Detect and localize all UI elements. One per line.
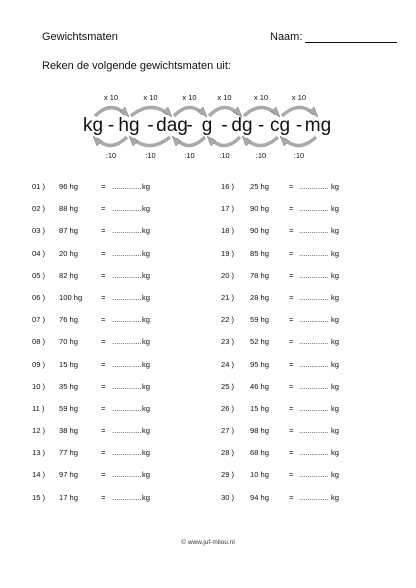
name-label: Naam: — [270, 31, 303, 43]
divide-arrows — [93, 136, 316, 160]
exercise-quantity: 20 hg — [59, 248, 79, 258]
exercise-quantity: 52 hg — [250, 337, 270, 347]
exercise-quantity: 88 hg — [59, 204, 79, 214]
answer-blank[interactable]: .............. — [112, 204, 142, 214]
multiply-label: x 10 — [143, 93, 158, 102]
unit-separator: - — [295, 115, 303, 136]
exercise-number: 30 ) — [221, 492, 235, 502]
exercise-quantity: 59 hg — [250, 315, 270, 325]
exercise-quantity: 70 hg — [59, 337, 79, 347]
exercise-number: 29 ) — [221, 470, 235, 480]
target-unit: kg — [142, 492, 151, 502]
answer-blank[interactable]: .............. — [299, 403, 329, 413]
exercise-quantity: 77 hg — [59, 448, 79, 458]
exercise-number: 06 ) — [32, 292, 46, 302]
answer-blank[interactable]: .............. — [299, 182, 329, 191]
target-unit: kg — [142, 226, 151, 236]
divide-label: :10 — [293, 151, 305, 160]
equals-sign: = — [289, 337, 294, 347]
exercise-quantity: 95 hg — [250, 359, 270, 369]
equals-sign: = — [289, 204, 294, 214]
target-unit: kg — [142, 182, 151, 191]
exercise-number: 24 ) — [221, 359, 235, 369]
exercise-row — [32, 464, 202, 486]
equals-sign: = — [101, 270, 106, 280]
exercise-row — [221, 220, 391, 242]
exercise-quantity: 94 hg — [250, 492, 270, 502]
target-unit: kg — [142, 448, 151, 458]
exercise-row — [32, 198, 202, 220]
unit-sequence — [83, 115, 331, 136]
unit-label: g — [201, 115, 213, 136]
exercise-quantity: 98 hg — [250, 426, 270, 436]
exercise-quantity: 97 hg — [59, 470, 79, 480]
exercise-number: 19 ) — [221, 248, 235, 258]
exercise-row — [221, 354, 391, 376]
exercise-number: 05 ) — [32, 270, 46, 280]
divide-arrow — [133, 137, 170, 146]
target-unit: kg — [331, 270, 340, 280]
equals-sign: = — [101, 315, 106, 325]
exercise-row — [32, 176, 202, 198]
exercise-row — [32, 265, 202, 287]
equals-sign: = — [101, 470, 106, 480]
exercise-row — [221, 265, 391, 287]
exercise-row — [32, 287, 202, 309]
target-unit: kg — [142, 315, 151, 325]
target-unit: kg — [331, 381, 340, 391]
exercise-row — [221, 198, 391, 220]
equals-sign: = — [289, 359, 294, 369]
exercise-quantity: 25 hg — [250, 182, 270, 191]
exercise-quantity: 90 hg — [250, 204, 270, 214]
unit-separator: - — [147, 115, 154, 136]
target-unit: kg — [331, 403, 340, 413]
exercise-number: 09 ) — [32, 359, 46, 369]
arrowhead-icon — [93, 136, 102, 146]
answer-blank[interactable]: .............. — [299, 226, 329, 236]
worksheet-title: Gewichtsmaten — [42, 31, 118, 43]
exercise-row — [221, 487, 391, 509]
exercise-row — [32, 487, 202, 509]
equals-sign: = — [101, 248, 106, 258]
exercise-number: 18 ) — [221, 226, 235, 236]
exercise-quantity: 90 hg — [250, 226, 270, 236]
exercise-row — [221, 287, 391, 309]
exercise-quantity: 82 hg — [59, 270, 79, 280]
unit-label: cg — [269, 115, 291, 136]
answer-blank[interactable]: .............. — [299, 204, 329, 214]
answer-blank[interactable]: .............. — [299, 270, 329, 280]
exercise-quantity: 15 hg — [59, 359, 79, 369]
answer-blank[interactable]: .............. — [299, 426, 329, 436]
answer-blank[interactable]: .............. — [112, 182, 142, 191]
exercise-row — [221, 420, 391, 442]
equals-sign: = — [101, 182, 106, 191]
equals-sign: = — [289, 426, 294, 436]
equals-sign: = — [101, 403, 106, 413]
answer-blank[interactable]: .............. — [112, 226, 142, 236]
target-unit: kg — [331, 426, 340, 436]
exercise-quantity: 76 hg — [59, 315, 79, 325]
exercise-quantity: 35 hg — [59, 381, 79, 391]
divide-label: :10 — [184, 151, 195, 160]
equals-sign: = — [101, 292, 106, 302]
multiply-label: x 10 — [291, 93, 307, 102]
exercise-row — [221, 398, 391, 420]
equals-sign: = — [101, 226, 106, 236]
target-unit: kg — [331, 248, 340, 258]
copyright-footer: © www.juf-milou.nl — [181, 539, 235, 546]
unit-separator: - — [221, 115, 228, 136]
exercise-number: 26 ) — [221, 403, 235, 413]
exercise-row — [32, 331, 202, 353]
conversion-diagram — [80, 90, 350, 160]
unit-label: kg — [82, 115, 104, 136]
exercise-number: 11 ) — [32, 403, 45, 413]
exercise-number: 25 ) — [221, 381, 235, 391]
name-line — [305, 31, 397, 43]
target-unit: kg — [142, 204, 151, 214]
unit-label: dag — [156, 115, 188, 136]
exercise-quantity: 87 hg — [59, 226, 79, 236]
answer-blank[interactable]: .............. — [112, 448, 142, 458]
equals-sign: = — [289, 470, 294, 480]
exercise-row — [32, 354, 202, 376]
multiply-label: x 10 — [253, 93, 269, 102]
equals-sign: = — [101, 381, 106, 391]
equals-sign: = — [101, 448, 106, 458]
unit-separator: - — [257, 115, 265, 136]
exercise-row — [221, 464, 391, 486]
divide-label: :10 — [145, 151, 156, 160]
exercise-quantity: 59 hg — [59, 403, 79, 413]
arrowhead-icon — [242, 136, 251, 146]
answer-blank[interactable]: .............. — [299, 248, 329, 258]
exercise-number: 15 ) — [32, 492, 46, 502]
answer-blank[interactable]: .............. — [299, 337, 329, 347]
exercise-row — [32, 442, 202, 464]
target-unit: kg — [331, 204, 340, 214]
target-unit: kg — [331, 470, 340, 480]
answer-blank[interactable]: .............. — [112, 492, 142, 502]
target-unit: kg — [142, 248, 151, 258]
unit-label: dg — [231, 115, 253, 136]
exercise-number: 27 ) — [221, 426, 235, 436]
multiply-label: x 10 — [217, 93, 232, 102]
equals-sign: = — [289, 182, 294, 191]
exercise-column-left — [32, 176, 202, 509]
exercise-row — [32, 398, 202, 420]
exercise-number: 08 ) — [32, 337, 46, 347]
arrowhead-icon — [207, 136, 216, 146]
equals-sign: = — [289, 492, 294, 502]
arrowhead-icon — [280, 136, 289, 146]
exercise-number: 02 ) — [32, 204, 46, 214]
equals-sign: = — [289, 381, 294, 391]
exercise-row — [221, 243, 391, 265]
exercise-quantity: 100 hg — [59, 292, 83, 302]
exercise-number: 23 ) — [221, 337, 235, 347]
target-unit: kg — [331, 315, 340, 325]
equals-sign: = — [101, 492, 106, 502]
exercise-quantity: 68 hg — [250, 448, 270, 458]
divide-label: :10 — [255, 151, 267, 160]
divide-label: :10 — [105, 151, 117, 160]
exercise-row — [221, 442, 391, 464]
target-unit: kg — [142, 381, 151, 391]
answer-blank[interactable]: .............. — [299, 381, 329, 391]
exercise-quantity: 28 hg — [250, 292, 270, 302]
answer-blank[interactable]: .............. — [299, 292, 329, 302]
instruction-text: Reken de volgende gewichtsmaten uit: — [42, 60, 231, 72]
exercise-number: 07 ) — [32, 315, 46, 325]
divide-label: :10 — [219, 151, 230, 160]
exercise-row — [221, 309, 391, 331]
target-unit: kg — [142, 426, 151, 436]
answer-blank[interactable]: .............. — [112, 470, 142, 480]
target-unit: kg — [142, 270, 151, 280]
target-unit: kg — [142, 403, 151, 413]
equals-sign: = — [289, 270, 294, 280]
equals-sign: = — [289, 226, 294, 236]
answer-blank[interactable]: .............. — [299, 315, 329, 325]
unit-separator: - — [186, 115, 193, 136]
target-unit: kg — [142, 359, 151, 369]
exercise-row — [221, 376, 391, 398]
answer-blank[interactable]: .............. — [299, 359, 329, 369]
target-unit: kg — [331, 448, 340, 458]
exercise-number: 14 ) — [32, 470, 46, 480]
exercise-number: 04 ) — [32, 248, 46, 258]
answer-blank[interactable]: .............. — [112, 426, 142, 436]
answer-blank[interactable]: .............. — [112, 337, 142, 347]
exercise-quantity: 10 hg — [250, 470, 270, 480]
target-unit: kg — [331, 492, 340, 502]
equals-sign: = — [101, 359, 106, 369]
exercise-number: 21 ) — [221, 292, 235, 302]
exercise-number: 20 ) — [221, 270, 235, 280]
equals-sign: = — [101, 337, 106, 347]
exercise-row — [32, 243, 202, 265]
unit-label: mg — [304, 115, 332, 136]
unit-label: hg — [118, 115, 140, 136]
answer-blank[interactable]: .............. — [112, 248, 142, 258]
equals-sign: = — [101, 426, 106, 436]
multiply-label: x 10 — [182, 93, 197, 102]
arrowhead-icon — [129, 136, 138, 146]
multiply-arrows — [95, 93, 318, 117]
target-unit: kg — [331, 182, 340, 191]
target-unit: kg — [331, 359, 340, 369]
target-unit: kg — [331, 226, 340, 236]
exercise-quantity: 46 hg — [250, 381, 270, 391]
exercise-quantity: 78 hg — [250, 270, 270, 280]
target-unit: kg — [142, 337, 151, 347]
exercise-number: 03 ) — [32, 226, 46, 236]
exercise-row — [32, 220, 202, 242]
answer-blank[interactable]: .............. — [112, 359, 142, 369]
equals-sign: = — [289, 292, 294, 302]
exercise-row — [32, 309, 202, 331]
exercise-quantity: 17 hg — [59, 492, 79, 502]
exercise-quantity: 38 hg — [59, 426, 79, 436]
exercise-column-right — [221, 176, 391, 509]
exercise-row — [221, 176, 391, 198]
exercise-number: 22 ) — [221, 315, 235, 325]
equals-sign: = — [289, 248, 294, 258]
target-unit: kg — [142, 292, 151, 302]
exercise-number: 13 ) — [32, 448, 46, 458]
exercise-row — [221, 331, 391, 353]
exercise-row — [32, 420, 202, 442]
equals-sign: = — [101, 204, 106, 214]
answer-blank[interactable]: .............. — [112, 270, 142, 280]
exercise-number: 16 ) — [221, 182, 235, 191]
exercise-number: 01 ) — [32, 182, 46, 191]
multiply-label: x 10 — [103, 93, 119, 102]
exercise-row — [32, 376, 202, 398]
exercise-number: 12 ) — [32, 426, 46, 436]
name-field — [270, 31, 400, 43]
exercise-quantity: 85 hg — [250, 248, 270, 258]
answer-blank[interactable]: .............. — [112, 292, 142, 302]
exercise-quantity: 15 hg — [250, 403, 270, 413]
exercise-number: 17 ) — [221, 204, 235, 214]
answer-blank[interactable]: .............. — [299, 448, 329, 458]
answer-blank[interactable]: .............. — [299, 470, 329, 480]
answer-blank[interactable]: .............. — [112, 403, 142, 413]
equals-sign: = — [289, 403, 294, 413]
answer-blank[interactable]: .............. — [112, 381, 142, 391]
equals-sign: = — [289, 448, 294, 458]
target-unit: kg — [331, 292, 340, 302]
arrowhead-icon — [172, 136, 181, 146]
unit-separator: - — [107, 115, 115, 136]
answer-blank[interactable]: .............. — [299, 492, 329, 502]
answer-blank[interactable]: .............. — [112, 315, 142, 325]
exercise-number: 10 ) — [32, 381, 46, 391]
exercise-number: 28 ) — [221, 448, 235, 458]
exercise-quantity: 96 hg — [59, 182, 79, 191]
equals-sign: = — [289, 315, 294, 325]
target-unit: kg — [331, 337, 340, 347]
target-unit: kg — [142, 470, 151, 480]
